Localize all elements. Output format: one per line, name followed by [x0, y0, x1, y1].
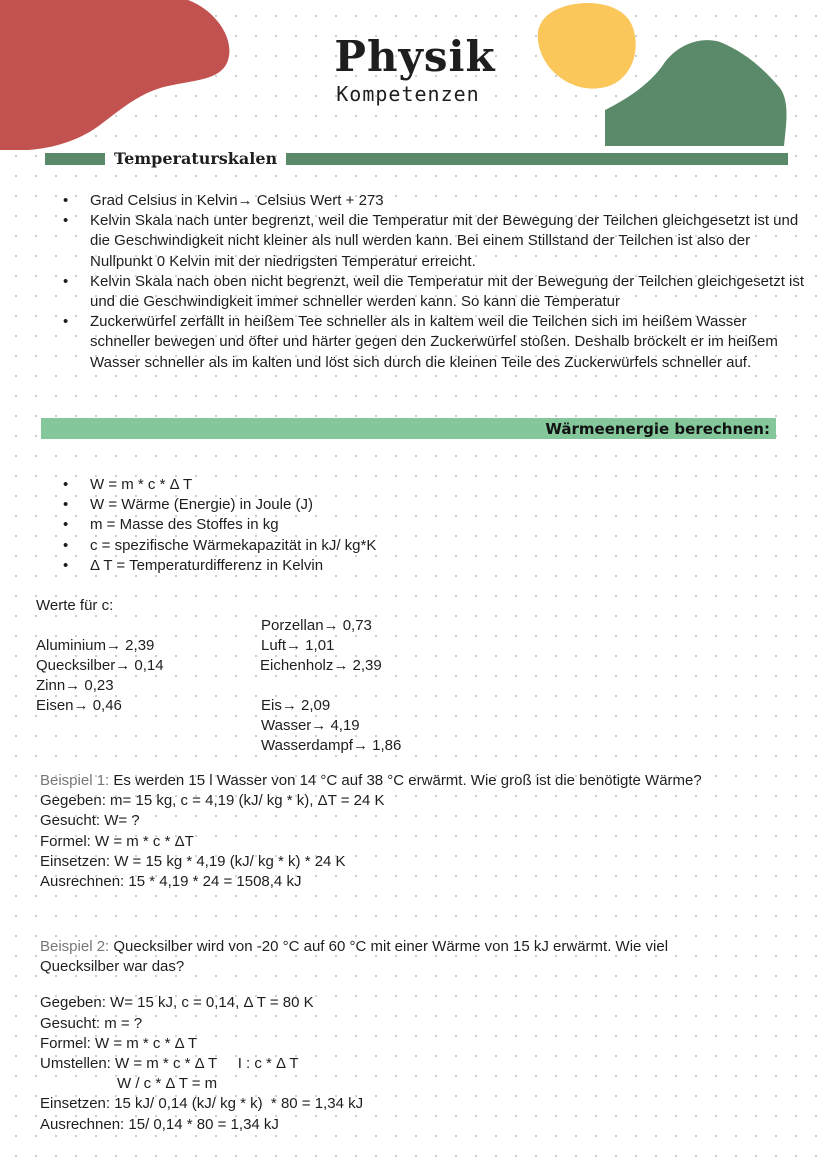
value-eichenholz: Eichenholz→ 2,39 — [260, 657, 382, 674]
list-item: • W = m * c * Δ T — [90, 475, 490, 495]
section-heading-waermeenergie: Wärmeenergie berechnen: — [545, 420, 770, 438]
value-eis: Eis→ 2,09 — [261, 697, 331, 714]
list-item: • c = spezifische Wärmekapazität in kJ/ kg*K — [90, 536, 490, 556]
example-2-label: Beispiel 2: — [40, 938, 110, 955]
example-2 — [40, 937, 760, 1135]
list-item: • Zuckerwürfel zerfällt in heißem Tee schneller als in kaltem weil die Teilchen sich im heißem Wasser schneller bewegen und öfter und härter gegen den Zuckerwürfel stoßen. Deshalb bröckelt er im heißem Wasser schneller als im kalten und löst sich durch die kleinen Teile des Zuckerwürfels schneller auf. — [90, 312, 806, 373]
example-2-line: Einsetzen: 15 kJ/ 0,14 (kJ/ kg * k) * 80 = 1,34 kJ — [40, 1095, 364, 1113]
example-2-line: Ausrechnen: 15/ 0,14 * 80 = 1,34 kJ — [40, 1115, 279, 1133]
list-item: • Kelvin Skala nach unter begrenzt, weil die Temperatur mit der Bewegung der Teilchen gleichgesetzt ist und die Geschwindigkeit nicht kleiner als null werden kann. Bei einem Stillstand der Teilchen ist also der Nullpunkt 0 Kelvin mit der niedrigsten Temperatur erreicht. — [90, 211, 806, 272]
example-2-line: Gesucht: m = ? — [40, 1014, 143, 1032]
value-porzellan: Porzellan→ 0,73 — [261, 617, 372, 634]
example-2-line: W / c * Δ T = m — [117, 1075, 218, 1093]
example-2-question: Quecksilber wird von -20 °C auf 60 °C mit einer Wärme von 15 kJ erwärmt. Wie viel Quecksilber war das? — [40, 938, 669, 976]
value-wasserdampf: Wasserdampf→ 1,86 — [261, 737, 402, 754]
example-1-line: Ausrechnen: 15 * 4,19 * 24 = 1508,4 kJ — [40, 873, 302, 891]
value-eisen: Eisen→ 0,46 — [36, 697, 122, 714]
red-blob-shape — [0, 0, 229, 150]
value-luft: Luft→ 1,01 — [261, 637, 335, 654]
example-1-line: Formel: W = m * c * ΔT — [40, 832, 194, 850]
values-heading: Werte für c: — [36, 597, 114, 614]
example-2-line: Formel: W = m * c * Δ T — [40, 1034, 198, 1052]
page-title: Physik — [334, 32, 496, 81]
list-item: • Δ T = Temperaturdifferenz in Kelvin — [90, 556, 490, 576]
example-1-line: Einsetzen: W = 15 kg * 4,19 (kJ/ kg * k) * 24 K — [40, 852, 346, 870]
section-bar-right — [286, 153, 788, 165]
list-item: • Grad Celsius in Kelvin→ Celsius Wert + 273 — [90, 191, 806, 211]
value-wasser: Wasser→ 4,19 — [261, 717, 360, 734]
list-item: • m = Masse des Stoffes in kg — [90, 515, 490, 535]
value-quecksilber: Quecksilber→ 0,14 — [36, 657, 164, 674]
section-bar-left — [45, 153, 105, 165]
example-2-line: Umstellen: W = m * c * Δ T I : c * Δ T — [40, 1055, 299, 1073]
value-aluminium: Aluminium→ 2,39 — [36, 637, 155, 654]
example-1 — [40, 771, 760, 892]
list-item: • Kelvin Skala nach oben nicht begrenzt, weil die Temperatur mit der Bewegung der Teilchen gleichgesetzt ist und die Geschwindigkeit immer schneller werden kann. So kann die Temperatur — [90, 272, 806, 312]
example-1-question: Es werden 15 l Wasser von 14 °C auf 38 °C erwärmt. Wie groß ist die benötigte Wärme? — [113, 772, 702, 789]
temperature-bullet-list — [90, 191, 806, 373]
example-1-label: Beispiel 1: — [40, 772, 110, 789]
formula-bullet-list — [90, 475, 490, 576]
value-zinn: Zinn→ 0,23 — [36, 677, 114, 694]
section-heading-temperaturskalen: Temperaturskalen — [114, 149, 278, 168]
example-1-line: Gesucht: W= ? — [40, 812, 140, 830]
list-item: • W = Wärme (Energie) in Joule (J) — [90, 495, 490, 515]
yellow-blob-shape — [538, 3, 636, 89]
page-subtitle: Kompetenzen — [336, 82, 480, 106]
example-1-line: Gegeben: m= 15 kg, c = 4,19 (kJ/ kg * k), ΔT = 24 K — [40, 792, 385, 810]
example-2-line: Gegeben: W= 15 kJ, c = 0,14, Δ T = 80 K — [40, 994, 314, 1012]
